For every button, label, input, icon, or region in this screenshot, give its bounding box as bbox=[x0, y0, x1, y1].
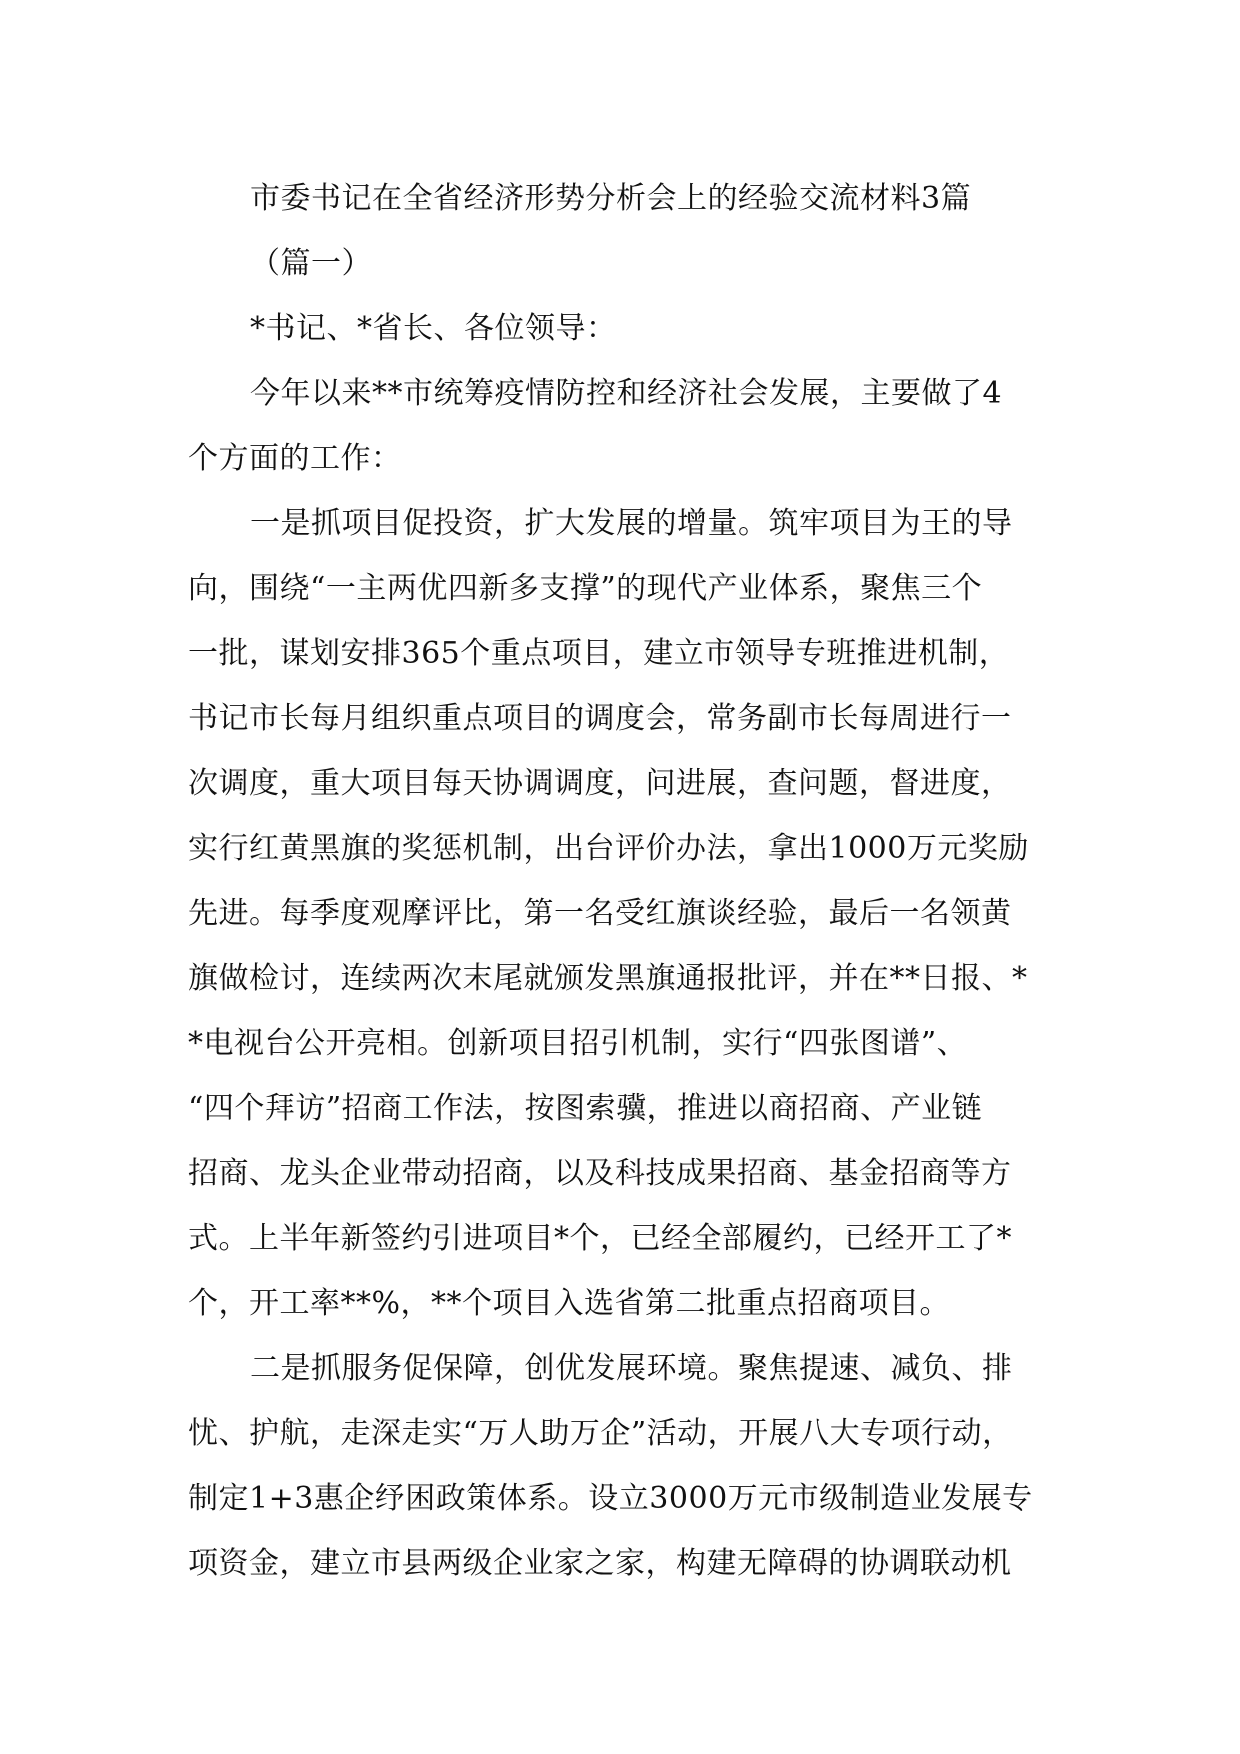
salutation: *书记、*省长、各位领导： bbox=[250, 311, 617, 346]
body-line: 忧、护航，走深走实“万人助万企”活动，开展八大专项行动， bbox=[188, 1416, 1013, 1451]
document-subtitle: （篇一） bbox=[250, 246, 372, 281]
document-title: 市委书记在全省经济形势分析会上的经验交流材料3篇 bbox=[250, 181, 972, 216]
body-text bbox=[188, 361, 1056, 1596]
body-line: 今年以来**市统筹疫情防控和经济社会发展，主要做了4 bbox=[250, 376, 1003, 411]
body-line: 旗做检讨，连续两次末尾就颁发黑旗通报批评，并在**日报、* bbox=[188, 961, 1028, 996]
body-line: 式。上半年新签约引进项目*个，已经全部履约，已经开工了* bbox=[188, 1221, 1012, 1256]
body-line: 二是抓服务促保障，创优发展环境。聚焦提速、减负、排 bbox=[250, 1351, 1013, 1386]
body-line: 一是抓项目促投资，扩大发展的增量。筑牢项目为王的导 bbox=[250, 506, 1013, 541]
body-line: 先进。每季度观摩评比，第一名受红旗谈经验，最后一名领黄 bbox=[188, 896, 1012, 931]
body-line: 实行红黄黑旗的奖惩机制，出台评价办法，拿出1000万元奖励 bbox=[188, 831, 1029, 866]
body-line: 个方面的工作： bbox=[188, 441, 402, 476]
body-line: “四个拜访”招商工作法，按图索骥，推进以商招商、产业链 bbox=[188, 1091, 983, 1126]
body-line: 一批，谋划安排365个重点项目，建立市领导专班推进机制， bbox=[188, 636, 1010, 671]
document-body bbox=[188, 166, 1056, 1596]
body-line: *电视台公开亮相。创新项目招引机制，实行“四张图谱”、 bbox=[188, 1026, 968, 1061]
body-line: 书记市长每月组织重点项目的调度会，常务副市长每周进行一 bbox=[188, 701, 1012, 736]
body-line: 个，开工率**%，**个项目入选省第二批重点招商项目。 bbox=[188, 1286, 951, 1321]
body-line: 招商、龙头企业带动招商，以及科技成果招商、基金招商等方 bbox=[188, 1156, 1012, 1191]
body-line: 次调度，重大项目每天协调调度，问进展，查问题，督进度， bbox=[188, 766, 1012, 801]
body-line: 制定1+3惠企纾困政策体系。设立3000万元市级制造业发展专 bbox=[188, 1481, 1033, 1516]
body-line: 项资金，建立市县两级企业家之家，构建无障碍的协调联动机 bbox=[188, 1546, 1012, 1581]
body-line: 向，围绕“一主两优四新多支撑”的现代产业体系，聚焦三个 bbox=[188, 571, 983, 606]
